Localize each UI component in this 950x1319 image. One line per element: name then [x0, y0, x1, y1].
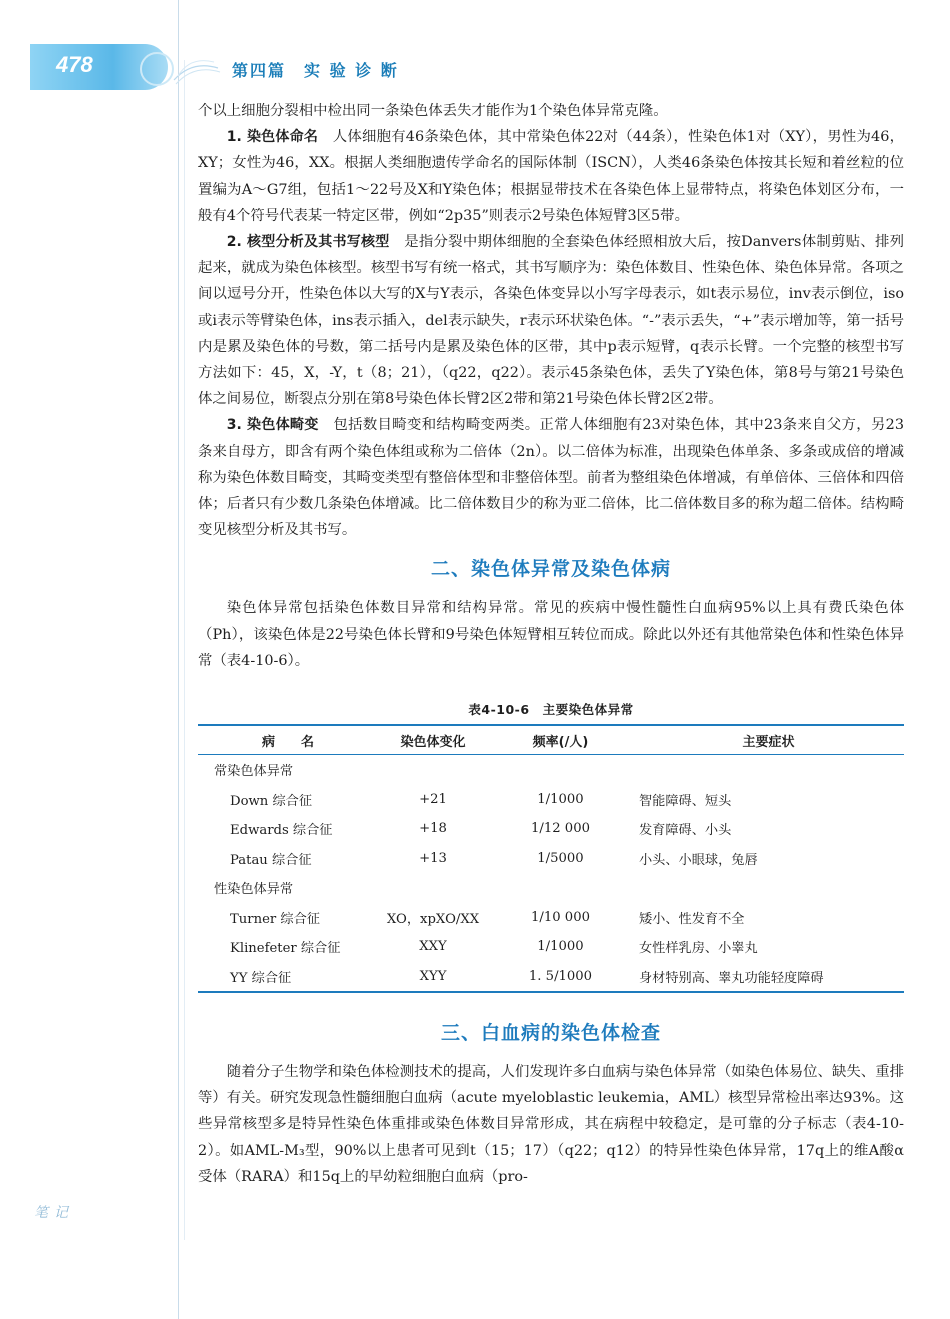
paragraph-chromosome-naming: [198, 124, 904, 229]
page-number-badge: [30, 44, 168, 90]
cell-change: +18: [419, 821, 447, 837]
cell-frequency: 1/12 000: [531, 821, 590, 837]
cell-symptoms: 发育障碍、小头: [639, 823, 732, 839]
paragraph-karyotype: [198, 229, 904, 412]
subheading-chromosome-naming: 1. 染色体命名: [226, 129, 319, 146]
header-disease: 病 名: [261, 734, 314, 750]
table-header-row: [198, 725, 904, 755]
cell-disease: Patau 综合征: [230, 852, 312, 868]
paragraph-abnormality: 染色体异常包括染色体数目异常和结构异常。常见的疾病中慢性髓性白血病95%以上具有费氏染色体（Ph），该染色体是22号染色体长臂和9号染色体短臂相互转位而成。除此以外还有其他常染色体和性染色体异常（表4-10-6）。: [198, 600, 904, 669]
paragraph-continued: 个以上细胞分裂相中检出同一条染色体丢失才能作为1个染色体异常克隆。: [198, 103, 668, 119]
cell-disease: Turner 综合征: [230, 911, 320, 927]
notes-label: 笔记: [34, 1205, 74, 1221]
cell-change: XO，xpXO/XX: [386, 911, 480, 927]
section-heading-3: 三、白血病的染色体检查: [440, 1022, 661, 1045]
paragraph-text: 人体细胞有46条染色体，其中常染色体22对（44条），性染色体1对（XY），男性为46，XY；女性为46，XX。根据人类细胞遗传学命名的国际体制（ISCN），人类46条染色体按其长短和着丝粒的位置编为A～G7组，包括1～22号及X和Y染色体；根据显带技术在各染色体上显带特点，将染色体划区分布，一般有4个符号代表某一特定区带，例如“2p35”则表示2号染色体短臂3区5带。: [198, 129, 904, 224]
page-number: 478: [56, 52, 93, 77]
table-row: [198, 903, 904, 933]
group-label: 性染色体异常: [214, 882, 294, 898]
table-row: [198, 932, 904, 962]
chromosome-abnormality-table: [198, 724, 904, 993]
cell-frequency: 1/1000: [537, 791, 584, 807]
cell-frequency: 1/5000: [537, 850, 584, 866]
cell-symptoms: 矮小、性发育不全: [639, 911, 745, 927]
cell-change: XYY: [419, 968, 447, 984]
table-group-row: [198, 873, 904, 903]
margin-rule: [178, 0, 179, 1319]
table-group-row: [198, 755, 904, 785]
table-row: [198, 962, 904, 993]
cell-symptoms: 身材特别高、睾丸功能轻度障碍: [639, 970, 824, 986]
cell-frequency: 1/1000: [537, 939, 584, 955]
cell-frequency: 1. 5/1000: [528, 968, 593, 984]
paragraph-aberration: [198, 412, 904, 543]
subheading-aberration: 3. 染色体畸变: [226, 417, 319, 434]
header-symptoms: 主要症状: [742, 734, 795, 750]
page-content: [198, 98, 904, 1190]
cell-disease: Edwards 综合征: [230, 823, 333, 839]
cell-disease: Down 综合征: [230, 793, 313, 809]
cell-disease: Klinefeter 综合征: [230, 941, 341, 957]
cell-frequency: 1/10 000: [531, 909, 590, 925]
table-row: [198, 844, 904, 874]
paragraph-leukemia: 随着分子生物学和染色体检测技术的提高，人们发现许多白血病与染色体异常（如染色体易位、缺失、重排等）有关。研究发现急性髓细胞白血病（acute myeloblastic leukemia，AML）核型异常检出率达93%。这些异常核型多是特异性染色体重排或染色体数目异常形成，其在病程中较稳定，是可靠的分子标志（表4-10-2）。如AML-M₃型，90%以上患者可见到t（15；17）（q22；q12）的特异性染色体异常，17q上的维A酸α受体（RARA）和15q上的早幼粒细胞白血病（pro-: [198, 1064, 904, 1185]
header-frequency: 频率(/人): [532, 734, 589, 750]
group-label: 常染色体异常: [214, 764, 294, 780]
cell-symptoms: 女性样乳房、小睾丸: [639, 941, 758, 957]
section-header: 第四篇 实 验 诊 断: [232, 61, 399, 80]
section-heading-2: 二、染色体异常及染色体病: [430, 558, 671, 581]
cell-symptoms: 智能障碍、短头: [639, 793, 732, 809]
subheading-karyotype: 2. 核型分析及其书写核型: [226, 234, 390, 251]
cell-symptoms: 小头、小眼球，兔唇: [639, 852, 758, 868]
cell-disease: YY 综合征: [230, 970, 292, 986]
paragraph-text: 包括数目畸变和结构畸变两类。正常人体细胞有23对染色体，其中23条来自父方，另23条来自母方，即含有两个染色体组或称为二倍体（2n）。以二倍体为标准，出现染色体单条、多条或成倍的增减称为染色体数目畸变，其畸变类型有整倍体型和非整倍体型。前者为整组染色体增减，有单倍体、三倍体和四倍体；后者只有少数几条染色体增减。比二倍体数目少的称为亚二倍体，比二倍体数目多的称为超二倍体。结构畸变见核型分析及其书写。: [198, 417, 904, 539]
table-row: [198, 814, 904, 844]
paragraph-text: 是指分裂中期体细胞的全套染色体经照相放大后，按Danvers体制剪贴、排列起来，就成为染色体核型。核型书写有统一格式，其书写顺序为：染色体数目、性染色体、染色体异常。各项之间以逗号分开，性染色体以大写的X与Y表示，各染色体变异以小写字母表示，如t表示易位，inv表示倒位，iso或i表示等臂染色体，ins表示插入，del表示缺失，r表示环状染色体。“-”表示丢失，“+”表示增加等，第一括号内是累及染色体的号数，第二括号内是累及染色体的区带，其中p表示短臂，q表示长臂。一个完整的核型书写方法如下：45，X，-Y，t（8；21），（q22，q22）。表示45条染色体，丢失了Y染色体，第8号与第21号染色体之间易位，断裂点分别在第8号染色体长臂2区2带和第21号染色体长臂2区2带。: [198, 234, 904, 408]
cell-change: XXY: [419, 939, 447, 955]
table-row: [198, 785, 904, 815]
header-change: 染色体变化: [400, 734, 466, 750]
swirl-ornament-icon: [172, 50, 222, 90]
table-caption: 表4-10-6 主要染色体异常: [468, 702, 634, 718]
cell-change: +13: [419, 850, 447, 866]
cell-change: +21: [419, 791, 447, 807]
margin-rule-inner: [184, 60, 185, 1240]
